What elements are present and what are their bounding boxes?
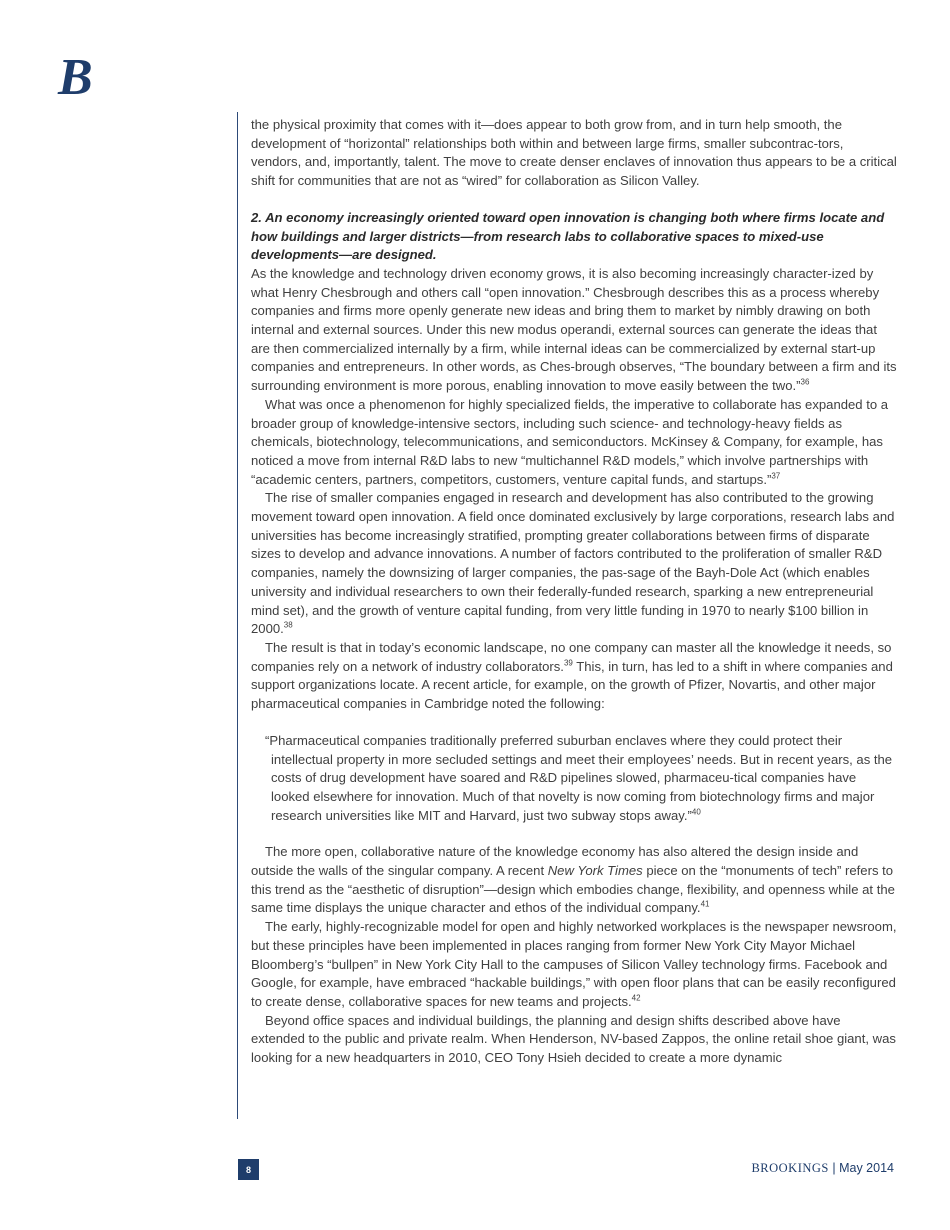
footer-brand <box>751 1161 894 1176</box>
footnote-ref[interactable]: 40 <box>691 807 701 817</box>
publication-title: New York Times <box>547 863 643 879</box>
paragraph-text: What was once a phenomenon for highly specialized fields, the imperative to collaborate has expanded to a broader group of knowledge-intensive sectors, including such science- and technology-heavy fields as chemicals, biotechnology, telecommunications, and semiconductors. McKinsey & Company, for example, has noticed a move from internal R&D labs to new “multichannel R&D models,” which involve partnerships with “academic centers, partners, competitors, customers, venture capital funds, and startups.” <box>251 396 889 487</box>
footnote-ref[interactable]: 41 <box>700 900 710 910</box>
footer-separator: | <box>828 1161 840 1175</box>
footnote-ref[interactable]: 38 <box>283 620 293 630</box>
paragraph: Beyond office spaces and individual buildings, the planning and design shifts described above have extended to the public and private realm. When Henderson, NV-based Zappos, the online retail shoe giant, was looking for a new headquarters in 2010, CEO Tony Hsieh decided to create a more dynamic <box>251 1012 896 1066</box>
paragraph <box>251 918 897 1012</box>
paragraph-text: The rise of smaller companies engaged in research and development has also contributed to the growing movement toward open innovation. A field once dominated exclusively by large corporations, research labs and universities has become increasingly stratified, prompting greater collaborations between firms of disparate sizes to develop and advance innovations. A number of factors contributed to the proliferation of smaller R&D companies, namely the downsizing of larger companies, the pas-sage of the Bayh-Dole Act (which enables university and individual researchers to own their federally-funded research, sparking a new entrepreneurial mind set), and the growth of venture capital funding, from very little funding in 1970 to nearly $100 billion in 2000. <box>251 490 895 637</box>
paragraph <box>251 639 897 714</box>
footnote-ref[interactable]: 42 <box>631 993 641 1003</box>
paragraph: the physical proximity that comes with it—does appear to both grow from, and in turn help smooth, the development of “horizontal” relationships both within and between large firms, smaller subcontrac-tors, vendors, and, importantly, talent. The move to create denser enclaves of innovation thus appears to be a critical shift for communities that are not as “wired” for collaboration as Silicon Valley. <box>251 117 897 189</box>
paragraph-text: The more open, collaborative nature of the knowledge economy has also altered the design inside and outside the walls of the singular company. A recent <box>251 844 859 879</box>
paragraph-text: The result is that in today’s economic landscape, no one company can master all the knowledge it needs, so companies rely on a network of industry collaborators. <box>251 639 892 674</box>
paragraph-text: As the knowledge and technology driven economy grows, it is also becoming increasingly character-ized by what Henry Chesbrough and others call “open innovation.” Chesbrough describes this as a process whereby companies and firms more openly generate new ideas and bring them to market by nimbly drawing on both internal and external sources. Under this new modus operandi, external sources can generate the ideas that are then commercialized internally by a firm, while internal ideas can be commercialized by external start-up companies and entrepreneurs. In other words, as Ches-brough observes, “The boundary between a firm and its surrounding environment is more porous, enabling innovation to move easily between the two.” <box>251 265 897 394</box>
section-heading: 2. An economy increasingly oriented toward open innovation is changing both where firms locate and how buildings and larger districts—from research labs to collaborative spaces to mixed-use developments—are designed. <box>251 209 885 263</box>
paragraph <box>251 843 897 918</box>
paragraph <box>251 265 897 396</box>
footnote-ref[interactable]: 37 <box>771 471 781 481</box>
paragraph-text: piece on the “monuments of tech” refers to this trend as the “aesthetic of disruption”—design which embodies change, flexibility, and openness while at the same time displays the unique character and ethos of the individual company. <box>251 863 895 916</box>
paragraph-text: The early, highly-recognizable model for open and highly networked workplaces is the newspaper newsroom, but these principles have been implemented in places ranging from former New York City Mayor Michael Bloomberg’s “bullpen” in New York City Hall to the campuses of Silicon Valley technology firms. Facebook and Google, for example, have embraced “hackable buildings,” with open floor plans that can be easily reconfigured to create dense, collaborative spaces for new teams and projects. <box>251 919 897 1009</box>
footer-org: BROOKINGS <box>751 1161 829 1175</box>
footnote-ref[interactable]: 39 <box>563 658 573 668</box>
page-number: 8 <box>238 1159 259 1180</box>
footer-date: May 2014 <box>839 1161 894 1175</box>
quote-text: “Pharmaceutical companies traditionally preferred suburban enclaves where they could protect their intellectual property in more secluded settings and meet their employees’ needs. But in recent years, as the costs of drug development have soared and R&D pipelines slowed, pharmaceu-tical companies have looked elsewhere for innovation. Much of that novelty is now coming from biotechnology firms and major research universities like MIT and Harvard, just two subway stops away.” <box>265 732 893 823</box>
paragraph <box>251 396 897 490</box>
paragraph <box>251 489 897 639</box>
article-body <box>251 116 897 1068</box>
paragraph-text: This, in turn, has led to a shift in where companies and support organizations locate. A recent article, for example, on the growth of Pfizer, Novartis, and other major pharmaceutical companies in Cambridge noted the following: <box>251 658 893 712</box>
margin-rule <box>237 112 238 1119</box>
footnote-ref[interactable]: 36 <box>800 377 810 387</box>
brookings-logo: B <box>58 49 93 106</box>
block-quote <box>265 732 897 826</box>
